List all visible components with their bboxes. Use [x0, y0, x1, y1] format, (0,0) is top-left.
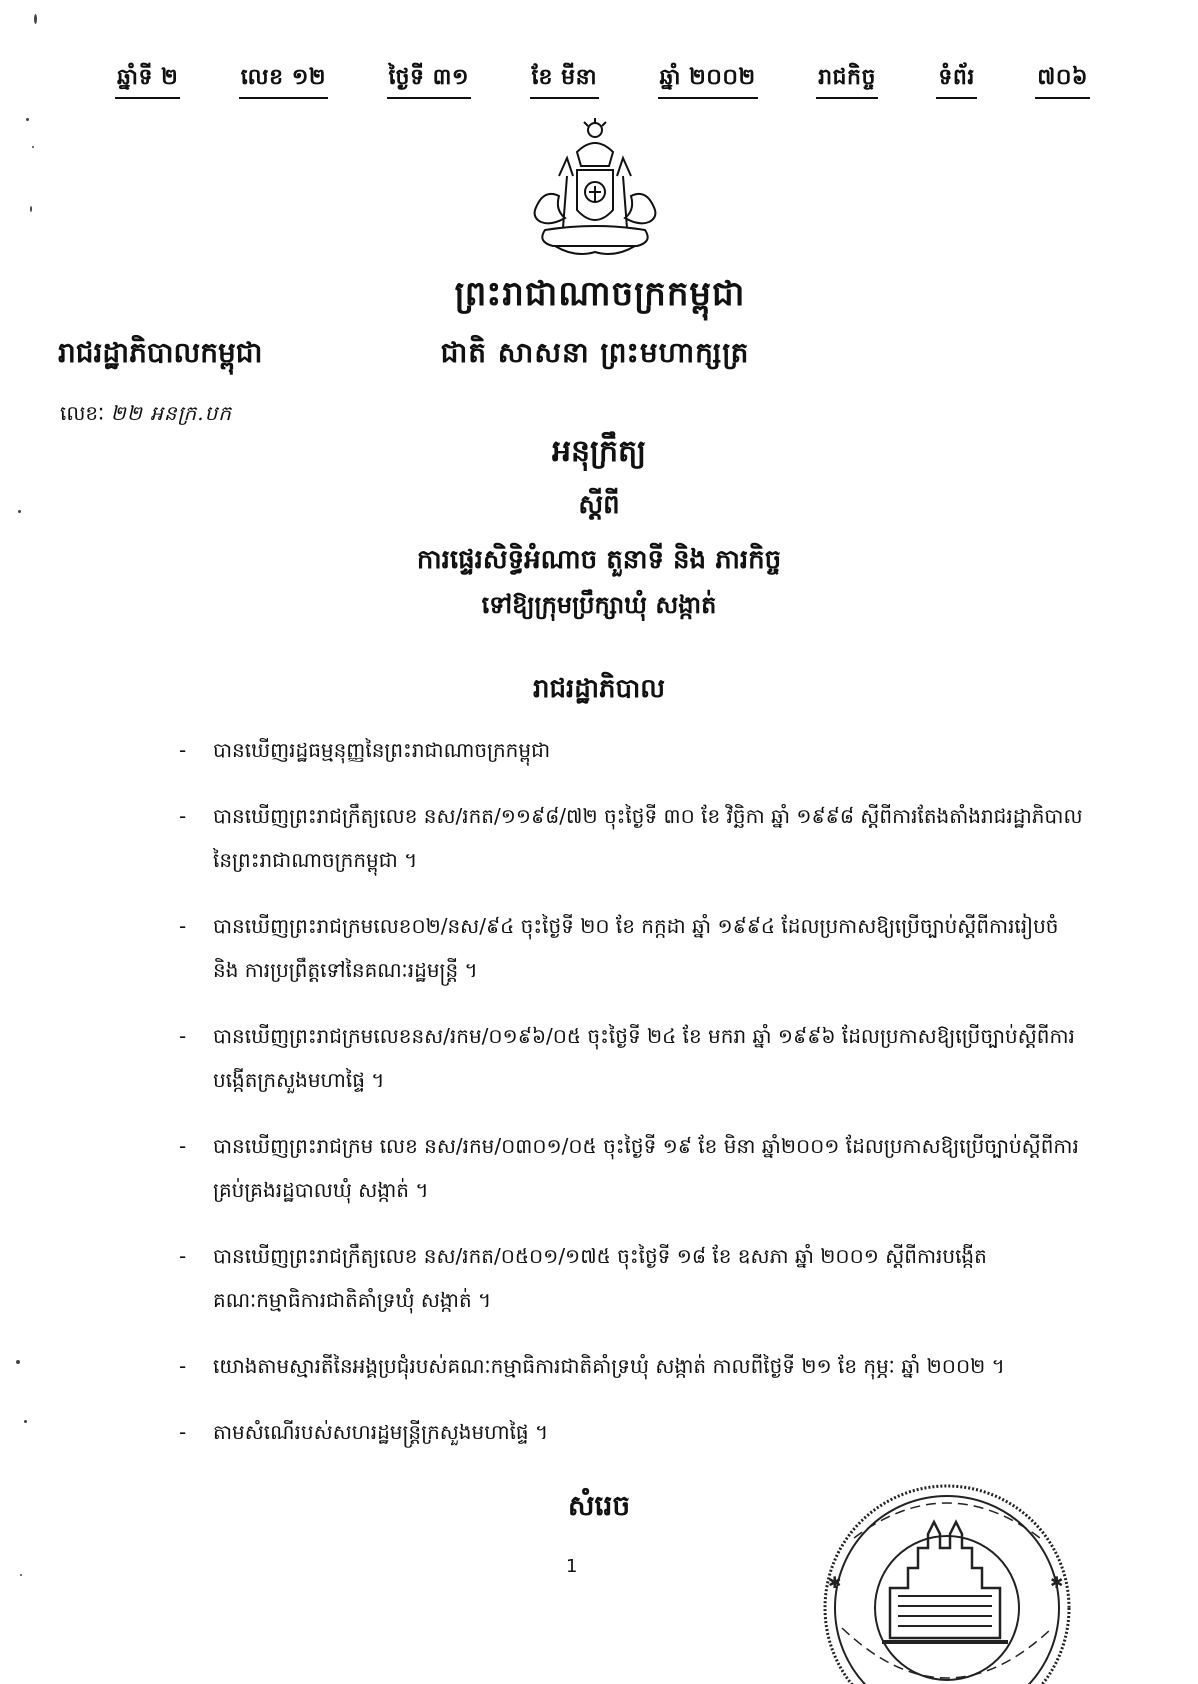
subject-line-1: ការផ្ទេរសិទ្ធិអំណាច តួនាទី និង ភារកិច្ច [416, 545, 782, 575]
item-text: តាមសំណើរបស់សហរដ្ឋមន្ត្រីក្រសួងមហាផ្ទៃ ។ [213, 1420, 549, 1444]
item-dash: - [179, 914, 187, 938]
gazette-year-ad: ឆ្នាំ ២០០២ [658, 63, 758, 99]
list-item [165, 1410, 1085, 1454]
list-item [165, 1014, 1085, 1102]
scan-speck [16, 1360, 20, 1364]
subject-line-2: ទៅឱ្យក្រុមប្រឹក្សាឃុំ សង្កាត់ [481, 591, 717, 619]
item-dash: - [179, 1244, 187, 1268]
svg-text:✱: ✱ [828, 1573, 842, 1592]
item-text: បានឃើញព្រះរាជក្រឹត្យលេខ នស/រកត/០៥០១/១៧៥ ចុះថ្ងៃទី ១៨ ខែ ឧសភា ឆ្នាំ ២០០១ ស្តីពីការបង្កើតគណៈកម្មាធិការជាតិគាំទ្រឃុំ សង្កាត់ ។ [213, 1244, 987, 1312]
issuer-heading: រាជរដ្ឋាភិបាល [532, 674, 666, 704]
subdecree-title: អនុក្រឹត្យ [551, 434, 647, 469]
item-text: បានឃើញព្រះរាជក្រមលេខនស/រកម/០១៩៦/០៥ ចុះថ្ងៃទី ២៤ ខែ មករា ឆ្នាំ ១៩៩៦ ដែលប្រកាសឱ្យប្រើច្បាប់ស្តីពីការបង្កើតក្រសួងមហាផ្ទៃ ។ [213, 1024, 1075, 1092]
on-label: ស្តីពី [578, 490, 620, 520]
item-dash: - [179, 1134, 187, 1158]
gazette-month: ខែ មីនា [530, 63, 600, 99]
item-text: យោងតាមស្មារតីនៃអង្គប្រជុំរបស់គណៈកម្មាធិការជាតិគាំទ្រឃុំ សង្កាត់ កាលពីថ្ងៃទី ២១ ខែ កុម្ភៈ ឆ្នាំ ២០០២ ។ [213, 1354, 1005, 1378]
kingdom-title: ព្រះរាជាណាចក្រកម្ពុជា [454, 274, 746, 314]
scan-speck [32, 146, 34, 148]
gazette-day: ថ្ងៃទី ៣១ [387, 63, 472, 99]
item-dash: - [179, 1354, 187, 1378]
gazette-number: លេខ ១២ [239, 63, 328, 99]
item-dash: - [179, 1420, 187, 1444]
royal-coat-of-arms-icon [515, 118, 675, 266]
list-item [165, 1124, 1085, 1212]
document-number-value: ២២ អនក្រ.បក [110, 401, 232, 425]
preamble-list [165, 728, 1085, 1476]
page-number: 1 [566, 1556, 578, 1577]
official-seal-icon [812, 1478, 1082, 1684]
gazette-header [115, 63, 1090, 97]
item-dash: - [179, 804, 187, 828]
item-dash: - [179, 738, 187, 762]
document-number [60, 400, 330, 430]
government-name: រាជរដ្ឋាភិបាលកម្ពុជា [58, 336, 263, 369]
scan-speck [26, 118, 29, 121]
item-text: បានឃើញរដ្ឋធម្មនុញ្ញនៃព្រះរាជាណាចក្រកម្ពុជា [213, 738, 551, 762]
decides-heading: សំរេច [567, 1489, 631, 1522]
scan-speck [18, 510, 21, 513]
svg-text:✱: ✱ [1050, 1573, 1064, 1592]
list-item [165, 728, 1085, 772]
scan-speck [20, 1574, 22, 1576]
item-text: បានឃើញព្រះរាជក្រម លេខ នស/រកម/០៣០១/០៥ ចុះថ្ងៃទី ១៩ ខែ មិនា ឆ្នាំ២០០១ ដែលប្រកាសឱ្យប្រើច្បាប់ស្តីពីការគ្រប់គ្រងរដ្ឋបាលឃុំ សង្កាត់ ។ [213, 1134, 1079, 1202]
list-item [165, 794, 1085, 882]
list-item [165, 1234, 1085, 1322]
scan-speck [30, 206, 32, 212]
scan-speck [24, 1420, 27, 1423]
gazette-publication: រាជកិច្ច [816, 63, 878, 99]
list-item [165, 1344, 1085, 1388]
list-item [165, 904, 1085, 992]
item-text: បានឃើញព្រះរាជក្រមលេខ០២/នស/៩៤ ចុះថ្ងៃទី ២០ ខែ កក្កដា ឆ្នាំ ១៩៩៤ ដែលប្រកាសឱ្យប្រើច្បាប់ស្តីពីការរៀបចំ និង ការប្រព្រឹត្តទៅនៃគណៈរដ្ឋមន្ត្រី ។ [213, 914, 1059, 982]
scan-speck [34, 14, 37, 24]
gazette-page-number: ៧០៦ [1035, 63, 1090, 99]
gazette-page-label: ទំព័រ [936, 63, 976, 99]
gazette-year: ឆ្នាំទី ២ [115, 63, 180, 99]
national-motto: ជាតិ សាសនា ព្រះមហាក្សត្រ [440, 336, 750, 369]
document-number-label: លេខៈ [60, 401, 105, 425]
item-text: បានឃើញព្រះរាជក្រឹត្យលេខ នស/រកត/១១៩៨/៧២ ចុះថ្ងៃទី ៣០ ខែ វិច្ឆិកា ឆ្នាំ ១៩៩៨ ស្តីពីការតែងតាំងរាជរដ្ឋាភិបាលនៃព្រះរាជាណាចក្រកម្ពុជា ។ [213, 804, 1083, 872]
item-dash: - [179, 1024, 187, 1048]
